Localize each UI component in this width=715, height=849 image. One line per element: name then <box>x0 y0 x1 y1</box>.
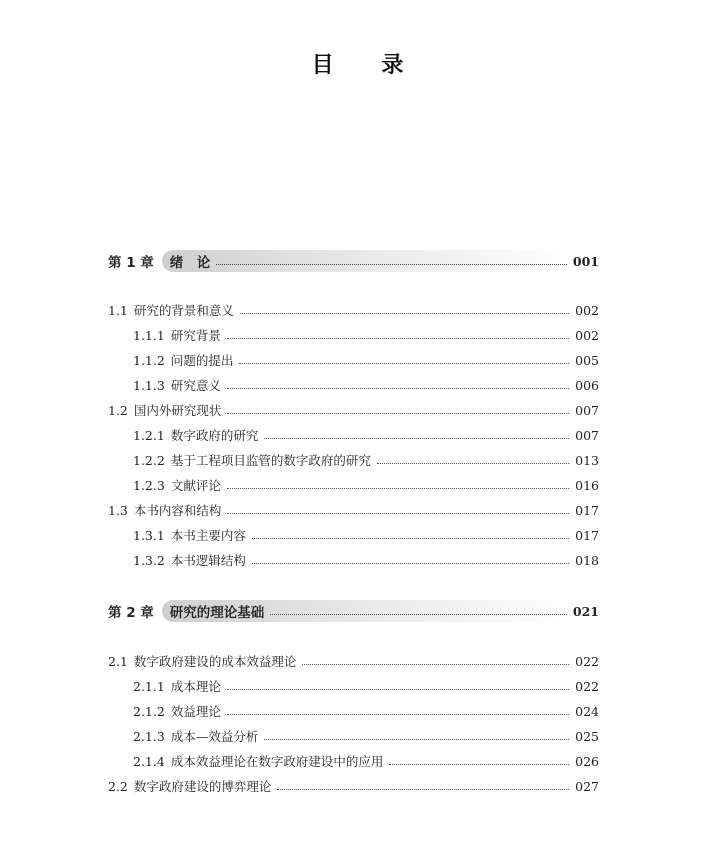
section-title: 研究意义 <box>170 378 221 393</box>
chapter-title: 研究的理论基础 <box>169 605 265 621</box>
page-number: 025 <box>575 728 599 744</box>
toc-entry[interactable] <box>133 424 599 446</box>
section-title: 本书主要内容 <box>170 528 246 543</box>
toc-entry[interactable] <box>133 549 599 571</box>
page-number: 022 <box>575 678 599 694</box>
leader-dots <box>227 387 569 389</box>
chapter-title-band <box>162 250 573 272</box>
section-title: 问题的提出 <box>170 353 234 368</box>
page-number: 024 <box>575 703 599 719</box>
leader-dots <box>270 613 567 615</box>
toc-entry[interactable] <box>133 750 599 772</box>
toc-entry[interactable] <box>133 524 599 546</box>
section-title: 文献评论 <box>170 478 221 493</box>
section-number: 1.1 <box>108 302 128 318</box>
section-title: 成本效益理论在数字政府建设中的应用 <box>170 754 384 769</box>
toc-entry[interactable] <box>133 374 599 396</box>
toc-entry[interactable] <box>133 725 599 747</box>
section-number: 2.2 <box>108 778 128 794</box>
page-number: 017 <box>575 502 599 518</box>
leader-dots <box>216 263 567 265</box>
toc-entry[interactable] <box>108 775 599 797</box>
section-title: 数字政府建设的成本效益理论 <box>133 654 297 669</box>
leader-dots <box>239 362 569 364</box>
toc-entry[interactable] <box>108 399 599 421</box>
section-number: 2.1 <box>108 653 128 669</box>
page-number: 001 <box>572 253 599 269</box>
page-number: 007 <box>575 402 599 418</box>
leader-dots <box>227 487 569 489</box>
section-number: 1.2.3 <box>133 477 165 493</box>
section-title: 本书内容和结构 <box>133 503 222 518</box>
section-title: 国内外研究现状 <box>133 403 222 418</box>
leader-dots <box>389 763 569 765</box>
section-number: 1.1.3 <box>133 377 165 393</box>
leader-dots <box>377 462 569 464</box>
page-number: 018 <box>575 552 599 568</box>
chapter-number: 第 1 章 <box>108 255 154 271</box>
page-number: 013 <box>575 452 599 468</box>
section-title: 成本—效益分析 <box>170 729 259 744</box>
section-number: 1.2.2 <box>133 452 165 468</box>
toc-entry[interactable] <box>133 449 599 471</box>
section-number: 2.1.2 <box>133 703 165 719</box>
toc-entry[interactable] <box>108 299 599 321</box>
section-title: 本书逻辑结构 <box>170 553 246 568</box>
section-number: 1.2 <box>108 402 128 418</box>
section-number: 1.3.2 <box>133 552 165 568</box>
toc-entry[interactable] <box>133 324 599 346</box>
toc-entry[interactable] <box>133 700 599 722</box>
section-number: 1.1.1 <box>133 327 165 343</box>
section-number: 1.3.1 <box>133 527 165 543</box>
section-title: 研究背景 <box>170 328 221 343</box>
page-number: 002 <box>575 327 599 343</box>
section-number: 1.1.2 <box>133 352 165 368</box>
toc-entry[interactable] <box>133 474 599 496</box>
leader-dots <box>240 312 569 314</box>
section-title: 数字政府建设的博弈理论 <box>133 779 272 794</box>
toc-entry[interactable] <box>108 499 599 521</box>
page-number: 017 <box>575 527 599 543</box>
leader-dots <box>277 788 569 790</box>
toc-entry[interactable] <box>133 675 599 697</box>
leader-dots <box>264 738 569 740</box>
section-number: 1.2.1 <box>133 427 165 443</box>
toc-entry[interactable] <box>133 349 599 371</box>
page-title: 目 录 <box>311 53 424 78</box>
page-number: 007 <box>575 427 599 443</box>
section-title: 成本理论 <box>170 679 221 694</box>
page-number: 006 <box>575 377 599 393</box>
leader-dots <box>227 412 569 414</box>
toc-entry[interactable] <box>108 650 599 672</box>
leader-dots <box>227 688 569 690</box>
section-number: 1.3 <box>108 502 128 518</box>
page-number: 016 <box>575 477 599 493</box>
chapter-title-band <box>162 600 573 622</box>
page-number: 005 <box>575 352 599 368</box>
section-title: 效益理论 <box>170 704 221 719</box>
leader-dots <box>252 537 569 539</box>
leader-dots <box>252 562 569 564</box>
leader-dots <box>227 512 569 514</box>
section-number: 2.1.1 <box>133 678 165 694</box>
toc-chapter-1[interactable] <box>108 250 599 272</box>
leader-dots <box>264 437 569 439</box>
leader-dots <box>227 713 569 715</box>
leader-dots <box>227 337 569 339</box>
page-number: 022 <box>575 653 599 669</box>
section-title: 基于工程项目监管的数字政府的研究 <box>170 453 371 468</box>
chapter-number: 第 2 章 <box>108 605 154 621</box>
chapter-title: 绪 论 <box>169 255 211 271</box>
section-title: 研究的背景和意义 <box>133 303 234 318</box>
section-number: 2.1.4 <box>133 753 165 769</box>
page-number: 021 <box>572 603 599 619</box>
page-number: 002 <box>575 302 599 318</box>
section-title: 数字政府的研究 <box>170 428 259 443</box>
page-number: 026 <box>575 753 599 769</box>
section-number: 2.1.3 <box>133 728 165 744</box>
leader-dots <box>302 663 569 665</box>
toc-chapter-2[interactable] <box>108 600 599 622</box>
page-number: 027 <box>575 778 599 794</box>
